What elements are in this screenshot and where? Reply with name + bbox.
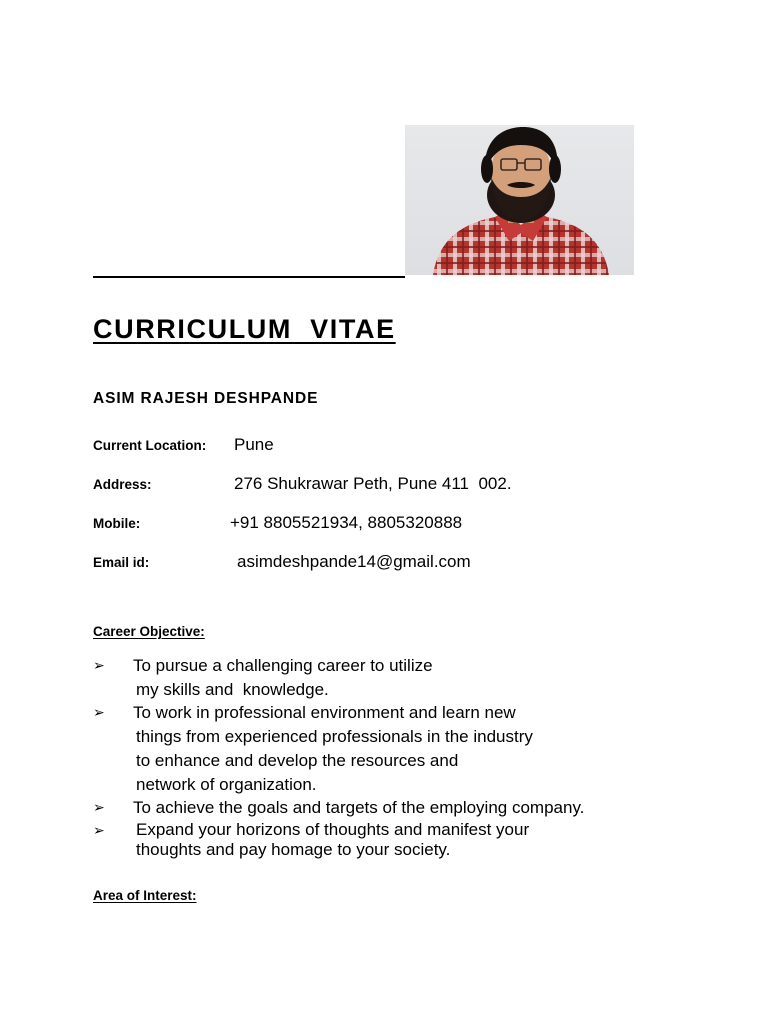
location-label: Current Location: [93, 438, 207, 453]
list-item [93, 654, 653, 701]
location-value: Pune [234, 435, 274, 454]
candidate-name: ASIM RAJESH DESHPANDE [93, 390, 319, 407]
arrow-bullet-icon: ➢ [93, 799, 105, 816]
arrow-bullet-icon: ➢ [93, 704, 105, 721]
list-item-line: To work in professional environment and learn new [133, 703, 516, 723]
address-label: Address: [93, 477, 152, 492]
career-objective-list [93, 654, 653, 861]
arrow-bullet-icon: ➢ [93, 657, 105, 673]
document-title: CURRICULUM VITAE [93, 314, 396, 344]
email-value: asimdeshpande14@gmail.com [237, 552, 471, 571]
list-item-line: my skills and knowledge. [136, 679, 329, 699]
area-of-interest-heading: Area of Interest: [93, 888, 197, 903]
profile-photo [405, 125, 634, 275]
list-item [93, 796, 653, 820]
list-item [93, 820, 653, 861]
list-item-line: To achieve the goals and targets of the employing company. [133, 798, 585, 818]
list-item-line: things from experienced professionals in the industry [136, 727, 533, 747]
list-item-line: to enhance and develop the resources and [136, 750, 459, 770]
arrow-bullet-icon: ➢ [93, 821, 105, 838]
mobile-label: Mobile: [93, 516, 141, 531]
address-value: 276 Shukrawar Peth, Pune 411 002. [234, 474, 512, 493]
header-rule [93, 276, 405, 278]
mobile-value: +91 8805521934, 8805320888 [230, 513, 463, 532]
list-item-line: To pursue a challenging career to utilize [133, 656, 433, 675]
portrait-photo-icon [405, 125, 634, 275]
list-item-line: network of organization. [136, 774, 317, 794]
career-objective-heading: Career Objective: [93, 624, 205, 639]
email-label: Email id: [93, 555, 150, 570]
list-item-line: thoughts and pay homage to your society. [136, 840, 451, 860]
list-item [93, 701, 653, 796]
list-item-line: Expand your horizons of thoughts and manifest your [136, 819, 530, 839]
